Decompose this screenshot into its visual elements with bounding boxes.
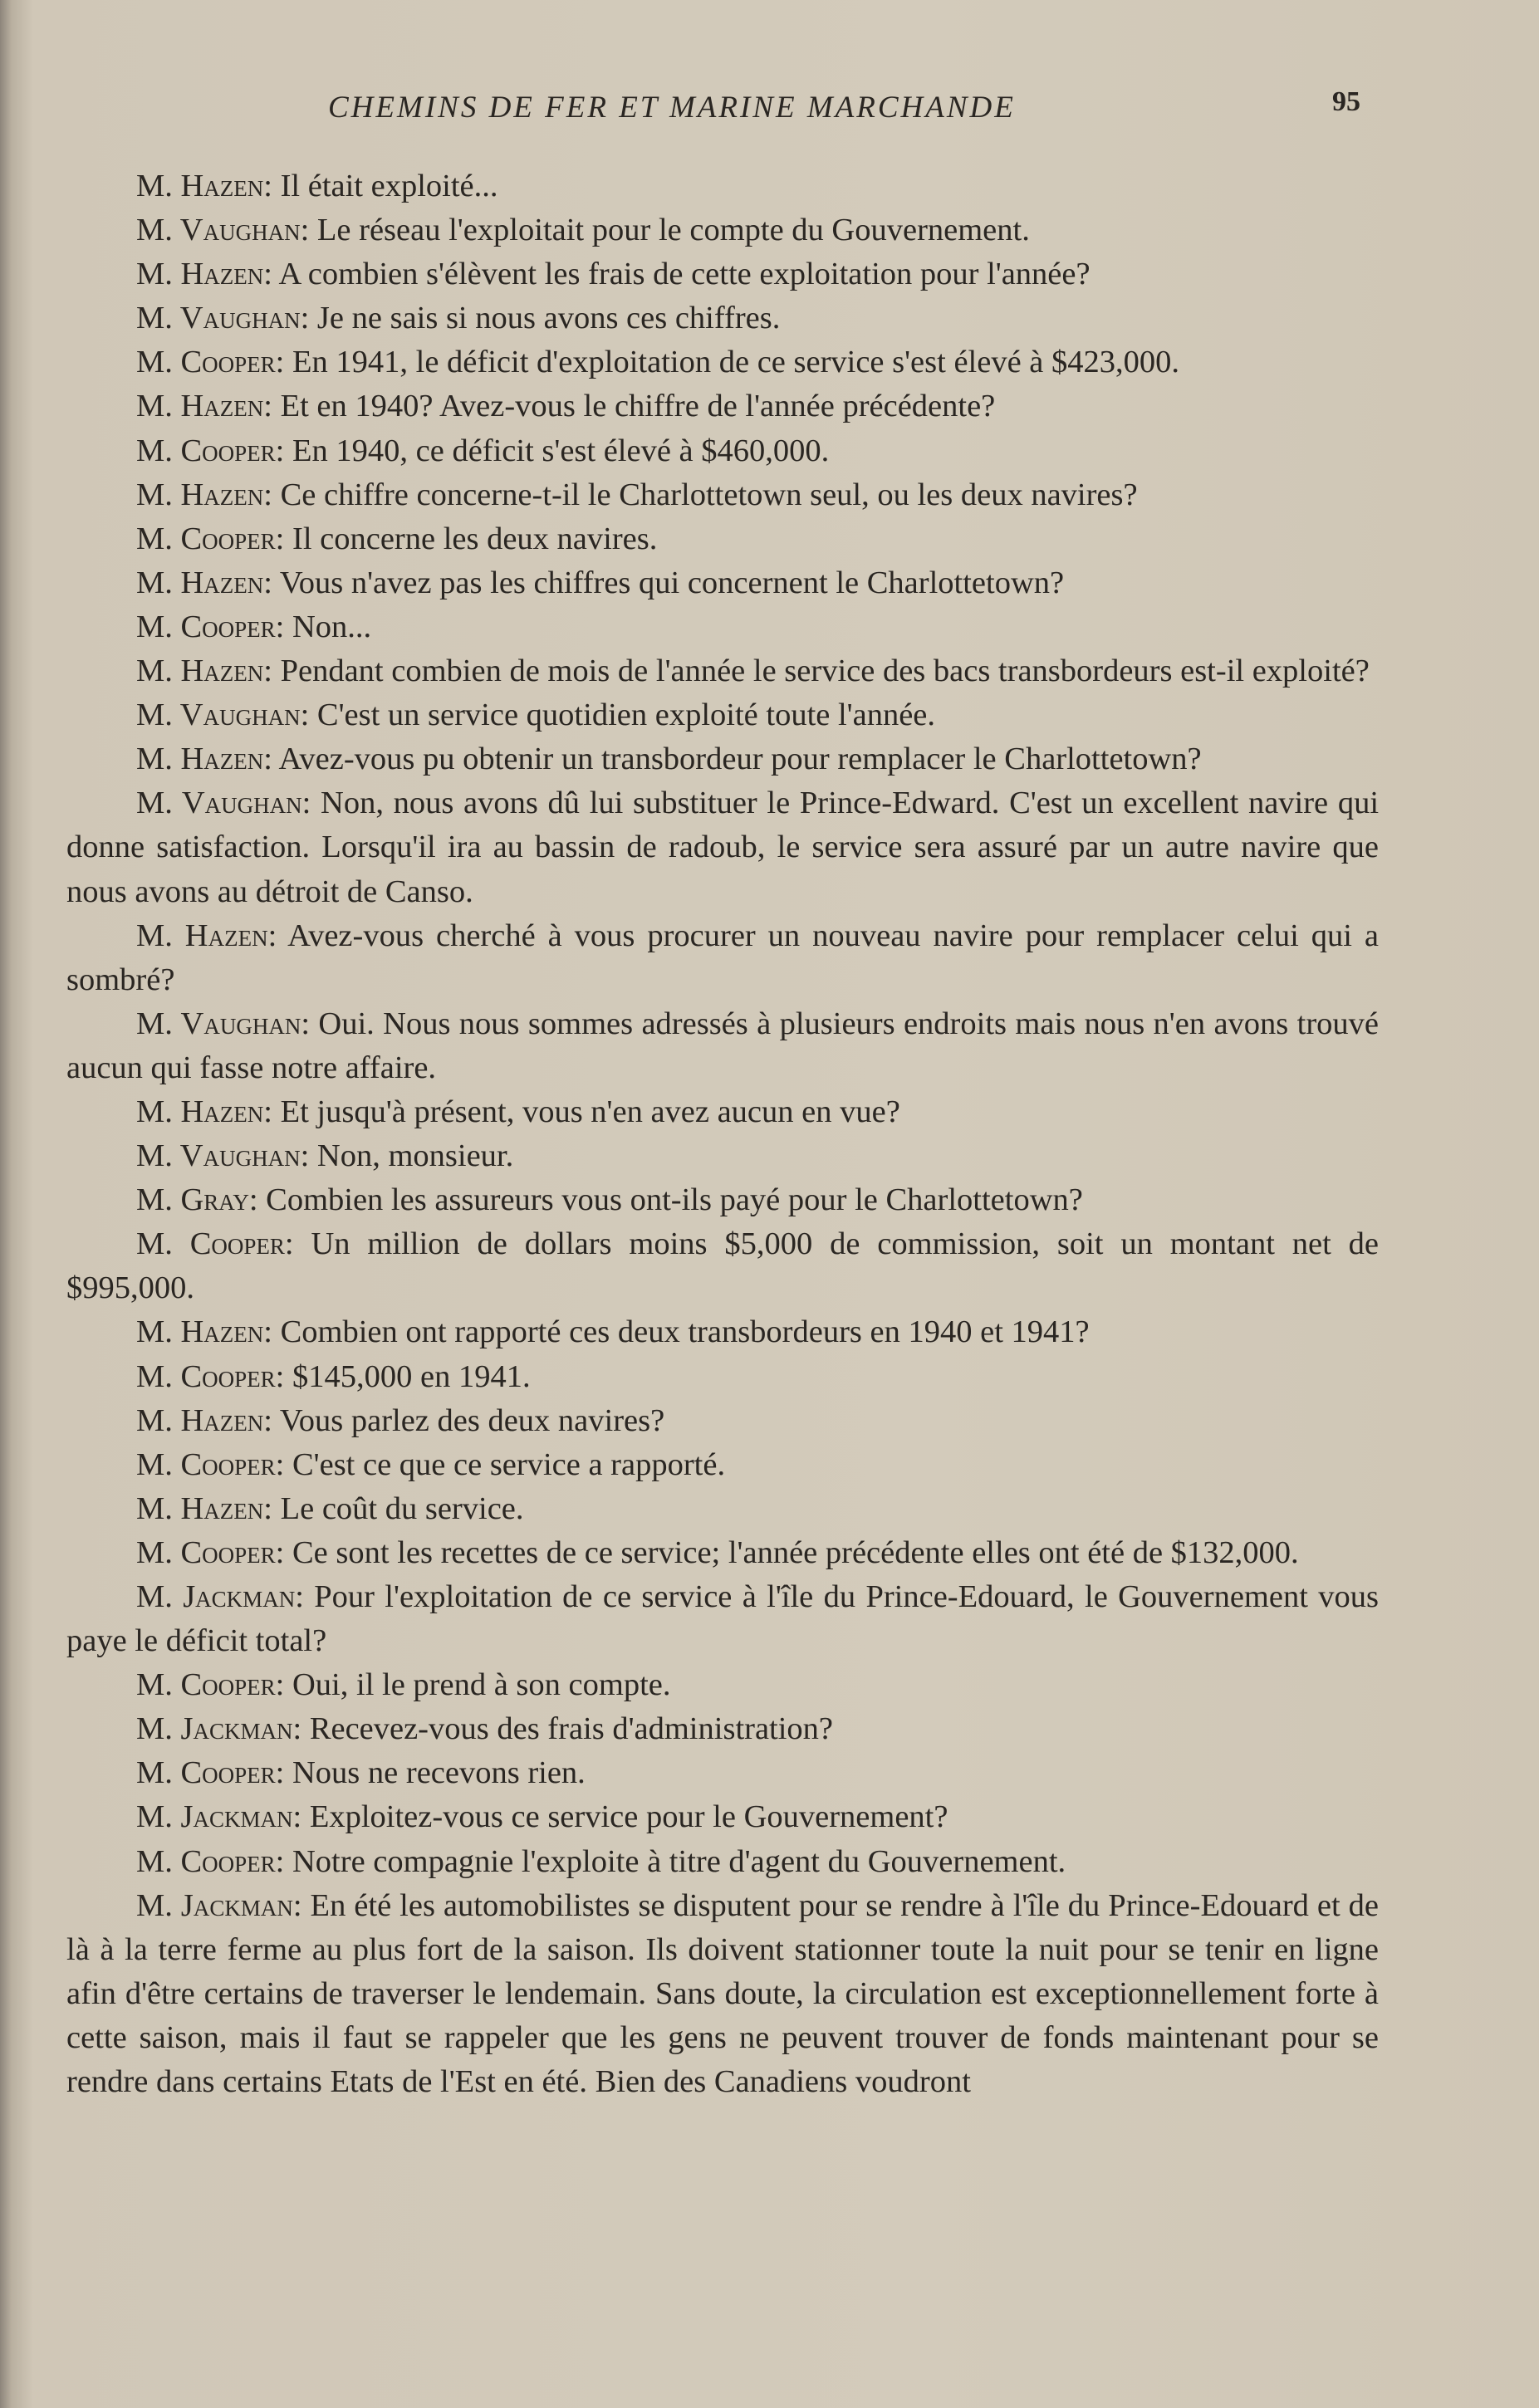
page-number: 95 [1332, 86, 1360, 117]
dialogue-paragraph [66, 1443, 1379, 1487]
speech-text: $145,000 en 1941. [292, 1358, 531, 1394]
dialogue-paragraph [66, 473, 1379, 517]
dialogue-paragraph [66, 1884, 1379, 2104]
dialogue-paragraph [66, 1134, 1379, 1178]
speech-text: Nous ne recevons rien. [292, 1755, 586, 1791]
transcript-body [66, 164, 1379, 2104]
dialogue-paragraph [66, 429, 1379, 473]
speaker-name: M. Gray: [136, 1182, 258, 1218]
speaker-name: M. Cooper: [136, 1755, 285, 1791]
speech-text: Il concerne les deux navires. [292, 521, 658, 556]
speaker-name: M. Vaughan: [136, 1006, 311, 1041]
speaker-name: M. Hazen: [136, 565, 272, 600]
speech-text: Ce sont les recettes de ce service; l'année précédente elles ont été de $132,000. [292, 1534, 1299, 1570]
speaker-name: M. Hazen: [136, 477, 272, 512]
speech-text: Ce chiffre concerne-t-il le Charlottetown seul, ou les deux navires? [280, 477, 1138, 512]
speaker-name: M. Cooper: [136, 1358, 285, 1394]
speech-text: Oui. Nous nous sommes adressés à plusieurs endroits mais nous n'en avons trouvé aucun qui fasse notre affaire. [66, 1006, 1380, 1085]
speech-text: Vous parlez des deux navires? [279, 1402, 665, 1438]
dialogue-paragraph [66, 1751, 1379, 1795]
dialogue-paragraph [66, 1487, 1379, 1531]
dialogue-paragraph [66, 296, 1379, 340]
speech-text: Je ne sais si nous avons ces chiffres. [316, 301, 781, 336]
speaker-name: M. Vaughan: [136, 213, 310, 248]
speech-text: A combien s'élèvent les frais de cette exploitation pour l'année? [278, 257, 1091, 292]
dialogue-paragraph [66, 1575, 1379, 1663]
speech-text: Non, monsieur. [316, 1138, 514, 1174]
speech-text: Pour l'exploitation de ce service à l'île du Prince-Edouard, le Gouvernement vous paye le déficit total? [66, 1579, 1379, 1659]
speech-text: Vous n'avez pas les chiffres qui concernent le Charlottetown? [279, 565, 1065, 600]
speech-text: Non... [292, 609, 372, 644]
dialogue-paragraph [66, 605, 1379, 649]
speaker-name: M. Cooper: [136, 521, 285, 556]
dialogue-paragraph [66, 384, 1379, 428]
speaker-name: M. Cooper: [136, 1667, 285, 1703]
dialogue-paragraph [66, 1399, 1379, 1443]
speaker-name: M. Cooper: [136, 1226, 294, 1262]
speaker-name: M. Hazen: [136, 653, 272, 689]
page-header [66, 83, 1379, 133]
speaker-name: M. Jackman: [136, 1579, 304, 1614]
speech-text: En 1940, ce déficit s'est élevé à $460,000. [292, 433, 830, 468]
dialogue-paragraph [66, 1840, 1379, 1884]
speaker-name: M. Hazen: [136, 1314, 272, 1350]
speaker-name: M. Hazen: [136, 918, 277, 953]
speaker-name: M. Vaughan: [136, 786, 311, 821]
speech-text: Oui, il le prend à son compte. [292, 1667, 671, 1703]
speaker-name: M. Hazen: [136, 741, 272, 777]
dialogue-paragraph [66, 649, 1379, 693]
dialogue-paragraph [66, 164, 1379, 208]
speech-text: C'est ce que ce service a rapporté. [292, 1446, 726, 1482]
dialogue-paragraph [66, 340, 1379, 384]
speech-text: Avez-vous pu obtenir un transbordeur pour remplacer le Charlottetown? [278, 741, 1202, 777]
speech-text: Notre compagnie l'exploite à titre d'agent du Gouvernement. [292, 1843, 1066, 1879]
speaker-name: M. Hazen: [136, 257, 272, 292]
speaker-name: M. Jackman: [136, 1711, 302, 1747]
speaker-name: M. Hazen: [136, 1490, 272, 1526]
speech-text: C'est un service quotidien exploité toute l'année. [316, 697, 936, 733]
speaker-name: M. Vaughan: [136, 1138, 310, 1174]
dialogue-paragraph [66, 1310, 1379, 1354]
speaker-name: M. Cooper: [136, 1843, 285, 1879]
speaker-name: M. Cooper: [136, 345, 285, 380]
speech-text: Avez-vous cherché à vous procurer un nouveau navire pour remplacer celui qui a sombré? [66, 918, 1379, 997]
dialogue-paragraph [66, 1355, 1379, 1399]
speech-text: Combien ont rapporté ces deux transbordeurs en 1940 et 1941? [280, 1314, 1090, 1350]
dialogue-paragraph [66, 914, 1379, 1002]
speaker-name: M. Jackman: [136, 1799, 302, 1835]
speaker-name: M. Cooper: [136, 609, 285, 644]
speaker-name: M. Cooper: [136, 1534, 285, 1570]
speaker-name: M. Cooper: [136, 433, 285, 468]
speaker-name: M. Vaughan: [136, 301, 310, 336]
dialogue-paragraph [66, 1178, 1379, 1222]
speaker-name: M. Vaughan: [136, 697, 310, 733]
speech-text: Exploitez-vous ce service pour le Gouvernement? [309, 1799, 948, 1835]
speaker-name: M. Hazen: [136, 389, 272, 424]
dialogue-paragraph [66, 737, 1379, 781]
speech-text: Et en 1940? Avez-vous le chiffre de l'année précédente? [280, 389, 996, 424]
dialogue-paragraph [66, 1663, 1379, 1707]
dialogue-paragraph [66, 208, 1379, 252]
dialogue-paragraph [66, 1090, 1379, 1134]
speech-text: Le coût du service. [280, 1490, 524, 1526]
speech-text: Non, nous avons dû lui substituer le Prince-Edward. C'est un excellent navire qui donne satisfaction. Lorsqu'il ira au bassin de radoub, le service sera assuré par un autre navire que nous avons au détroit de Canso. [66, 786, 1380, 909]
dialogue-paragraph [66, 1795, 1379, 1839]
speech-text: Et jusqu'à présent, vous n'en avez aucun en vue? [280, 1094, 900, 1129]
speech-text: Un million de dollars moins $5,000 de commission, soit un montant net de $995,000. [66, 1226, 1380, 1306]
speech-text: Pendant combien de mois de l'année le service des bacs transbordeurs est-il exploité? [280, 653, 1370, 689]
speaker-name: M. Jackman: [136, 1887, 302, 1923]
speaker-name: M. Hazen: [136, 1402, 272, 1438]
speech-text: Recevez-vous des frais d'administration? [309, 1711, 834, 1747]
speaker-name: M. Cooper: [136, 1446, 285, 1482]
running-title: CHEMINS DE FER ET MARINE MARCHANDE [328, 91, 1016, 125]
speech-text: Combien les assureurs vous ont-ils payé pour le Charlottetown? [266, 1182, 1083, 1218]
speech-text: En 1941, le déficit d'exploitation de ce service s'est élevé à $423,000. [292, 345, 1179, 380]
speaker-name: M. Hazen: [136, 1094, 272, 1129]
speaker-name: M. Hazen: [136, 169, 272, 203]
dialogue-paragraph [66, 1222, 1379, 1310]
dialogue-paragraph [66, 561, 1379, 605]
dialogue-paragraph [66, 517, 1379, 561]
dialogue-paragraph [66, 693, 1379, 737]
dialogue-paragraph [66, 1531, 1379, 1575]
dialogue-paragraph [66, 1002, 1379, 1090]
speech-text: Il était exploité... [280, 169, 498, 203]
dialogue-paragraph [66, 1707, 1379, 1751]
speech-text: Le réseau l'exploitait pour le compte du Gouvernement. [316, 213, 1030, 248]
speech-text: En été les automobilistes se disputent pour se rendre à l'île du Prince-Edouard et de là à la terre ferme au plus fort de la saison. Ils doivent stationner toute la nuit pour se tenir en ligne afin d'être certains de traverser le lendemain. Sans doute, la circulation est exceptionnellement forte à cette saison, mais il faut se rappeler que les gens ne peuvent trouver de fonds maintenant pour se rendre dans certains Etats de l'Est en été. Bien des Canadiens voudront [66, 1887, 1379, 2100]
dialogue-paragraph [66, 252, 1379, 296]
dialogue-paragraph [66, 781, 1379, 913]
